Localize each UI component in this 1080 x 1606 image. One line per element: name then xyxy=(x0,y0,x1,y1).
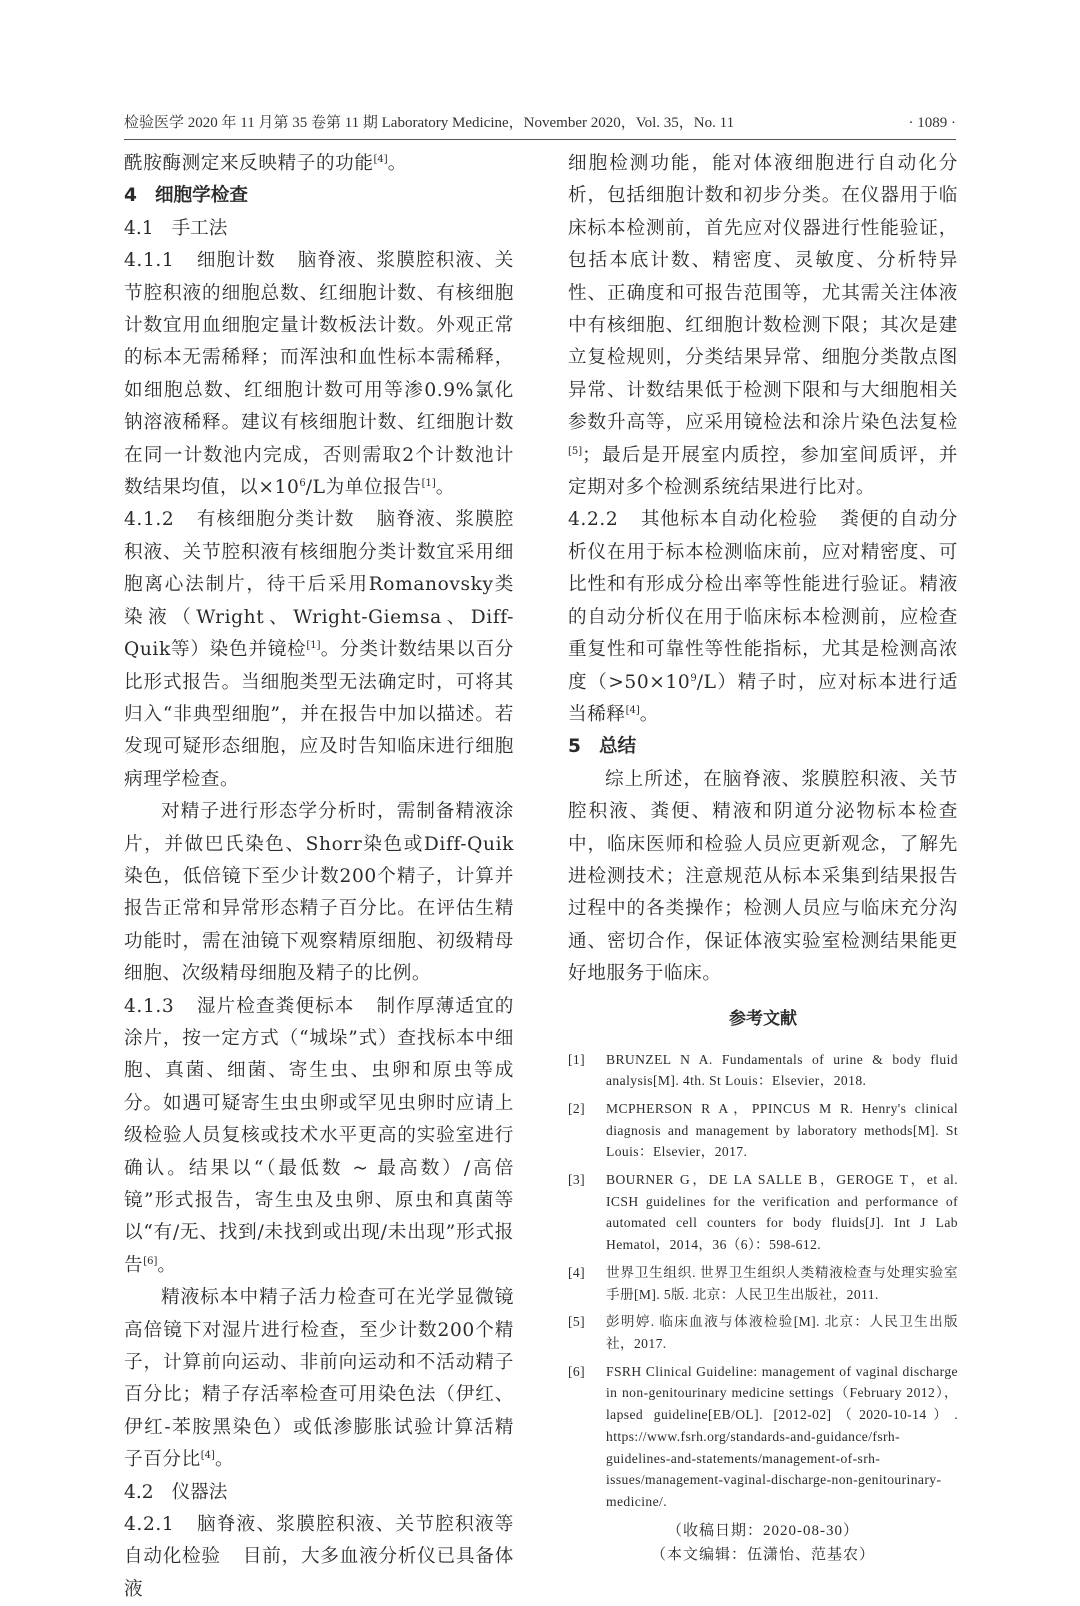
paragraph-4-1-3: 4.1.3 湿片检查粪便标本 制作厚薄适宜的涂片，按一定方式（“城垛”式）查找标本中细胞、真菌、细菌、寄生虫、虫卵和原虫等成分。如遇可疑寄生虫虫卵或罕见虫卵时应请上级检验人员复核或技术水平更高的实验室进行确认。结果以“（最低数 ~ 最高数）/高倍镜”形式报告，寄生虫及虫卵、原虫和真菌等以“有/无、找到/未找到或出现/未出现”形式报告[6]。 xyxy=(124,995,514,1276)
citation: [1] xyxy=(421,478,436,490)
section-heading-5: 5 总结 xyxy=(568,736,637,758)
reference-item: [6] FSRH Clinical Guideline: management of vaginal discharge in non-genitourinary medicine settings（February 2012），lapsed guideline[EB/OL]. [2012-02]（2020-10-14）. https://www.fsrh.org/standards-and-guidance/fsrh-guidelines-and-statements/management-of-srh-issues/management-vaginal-discharge-non-genitourinary-medicine/. xyxy=(568,1363,958,1509)
subsection-title: 其他标本自动化检验 xyxy=(640,509,819,531)
references-title: 参考文献 xyxy=(729,1008,797,1029)
section-heading-4-1: 4.1 手工法 xyxy=(124,217,228,239)
section-heading-4: 4 细胞学检查 xyxy=(124,185,248,207)
running-header xyxy=(124,113,956,133)
citation: [5] xyxy=(568,445,583,457)
paragraph-4-2-1-continued: 细胞检测功能，能对体液细胞进行自动化分析，包括细胞计数和初步分类。在仪器用于临床标本检测前，首先应对仪器进行性能验证，包括本底计数、精密度、灵敏度、分析特异性、正确度和可报告范围等，尤其需关注体液中有核细胞、红细胞计数检测下限；其次是建立复检规则，分类结果异常、细胞分类散点图异常、计数结果低于检测下限和与大细胞相关参数升高等，应采用镜检法和涂片染色法复检[5]；最后是开展室内质控，参加室间质评，并定期对多个检测系统结果进行比对。 xyxy=(568,153,958,499)
journal-info: 检验医学 2020 年 11 月第 35 卷第 11 期 Laboratory Medicine，November 2020，Vol. 35，No. 11 xyxy=(124,115,735,131)
reference-item: [4] 世界卫生组织. 世界卫生组织人类精液检查与处理实验室手册[M]. 5版. 北京：人民卫生出版社，2011. xyxy=(568,1264,958,1302)
subsection-title: 有核细胞分类计数 xyxy=(196,509,355,531)
paragraph-4-2-2: 4.2.2 其他标本自动化检验 粪便的自动分析仪在用于标本检测临床前，应对精密度、可比性和有形成分检出率等性能进行验证。精液的自动分析仪在用于临床标本检测前，应检查重复性和可靠性等性能指标，尤其是检测高浓度$(>50\times 10^9/L)$精子时，应对标本进行适当稀释[4]。 xyxy=(568,509,958,725)
paragraph-sperm-morphology: 对精子进行形态学分析时，需制备精液涂片，并做巴氏染色、Shorr染色或Diff-Quik染色，低倍镜下至少计数200个精子，计算并报告正常和异常形态精子百分比。在评估生精功能时，需在油镜下观察精原细胞、初级精母细胞、次级精母细胞及精子的比例。 xyxy=(124,801,514,985)
editor-note: （本文编辑：伍潇怡、范基农） xyxy=(650,1546,875,1563)
right-column xyxy=(568,148,958,1567)
paragraph-summary: 综上所述，在脑脊液、浆膜腔积液、关节腔积液、粪便、精液和阴道分泌物标本检查中，临床医师和检验人员应更新观念，了解先进检测技术；注意规范从标本采集到结果报告过程中的各类操作；检测人员应与临床充分沟通、密切合作，保证体液实验室检测结果能更好地服务于临床。 xyxy=(568,768,958,985)
reference-item: [2] MCPHERSON R A，PPINCUS M R. Henry's clinical diagnosis and management by laboratory methods[M]. St Louis：Elsevier，2017. xyxy=(568,1100,958,1160)
citation: [1] xyxy=(306,640,321,652)
paragraph-4-1-2: 4.1.2 有核细胞分类计数 脑脊液、浆膜腔积液、关节腔积液有核细胞分类计数宜采用细胞离心法制片，待干后采用Romanovsky类染液（Wright、Wright-Giemsa、Diff-Quik等）染色并镜检[1]。分类计数结果以百分比形式报告。当细胞类型无法确定时，可将其归入“非典型细胞”，并在报告中加以描述。若发现可疑形态细胞，应及时告知临床进行细胞病理学检查。 xyxy=(124,509,514,790)
received-date: （收稿日期：2020-08-30） xyxy=(667,1522,859,1539)
page-number: · 1089 · xyxy=(908,115,956,131)
subsection-title: 脑脊液、浆膜腔积液、关节腔积液等自动化检验 xyxy=(124,1514,514,1568)
citation: [4] xyxy=(200,1450,215,1462)
subsection-title: 湿片检查粪便标本 xyxy=(196,995,355,1017)
paragraph-sperm-motility: 精液标本中精子活力检查可在光学显微镜高倍镜下对湿片进行检查，至少计数200个精子，计算前向运动、非前向运动和不活动精子百分比；精子存活率检查可用染色法（伊红、伊红-苯胺黑染色）或低渗膨胀试验计算活精子百分比[4]。 xyxy=(124,1287,514,1471)
citation: [4] xyxy=(625,704,640,716)
left-column xyxy=(124,148,514,1606)
reference-item: [1] BRUNZEL N A. Fundamentals of urine & body fluid analysis[M]. 4th. St Louis：Elsevier，2018. xyxy=(568,1051,958,1089)
section-heading-4-2: 4.2 仪器法 xyxy=(124,1481,228,1503)
citation: [4] xyxy=(373,154,388,165)
header-rule xyxy=(124,139,956,140)
reference-list xyxy=(568,1049,958,1513)
reference-item: [5] 彭明婷. 临床血液与体液检验[M]. 北京：人民卫生出版社，2017. xyxy=(568,1314,958,1351)
paragraph-continued: 酰胺酶测定来反映精子的功能[4]。 xyxy=(124,153,407,174)
subsection-title: 细胞计数 xyxy=(196,250,276,272)
reference-item: [3] BOURNER G，DE LA SALLE B，GEROGE T，et al. ICSH guidelines for the verification and performance of automated cell counters for body fluids[J]. Int J Lab Hematol，2014，36（6）：598-612. xyxy=(568,1172,958,1253)
paragraph-4-2-1: 4.2.1 脑脊液、浆膜腔积液、关节腔积液等自动化检验 目前，大多血液分析仪已具备体液 xyxy=(124,1514,514,1600)
paragraph-4-1-1: 4.1.1 细胞计数 脑脊液、浆膜腔积液、关节腔积液的细胞总数、红细胞计数、有核细胞计数宜用血细胞定量计数板法计数。外观正常的标本无需稀释；而浑浊和血性标本需稀释，如细胞总数、红细胞计数可用等渗0.9%氯化钠溶液稀释。建议有核细胞计数、红细胞计数在同一计数池内完成，否则需取2个计数池计数结果均值，以$\times 10^6/L$为单位报告[1]。 xyxy=(124,250,514,499)
citation: [6] xyxy=(143,1255,158,1267)
